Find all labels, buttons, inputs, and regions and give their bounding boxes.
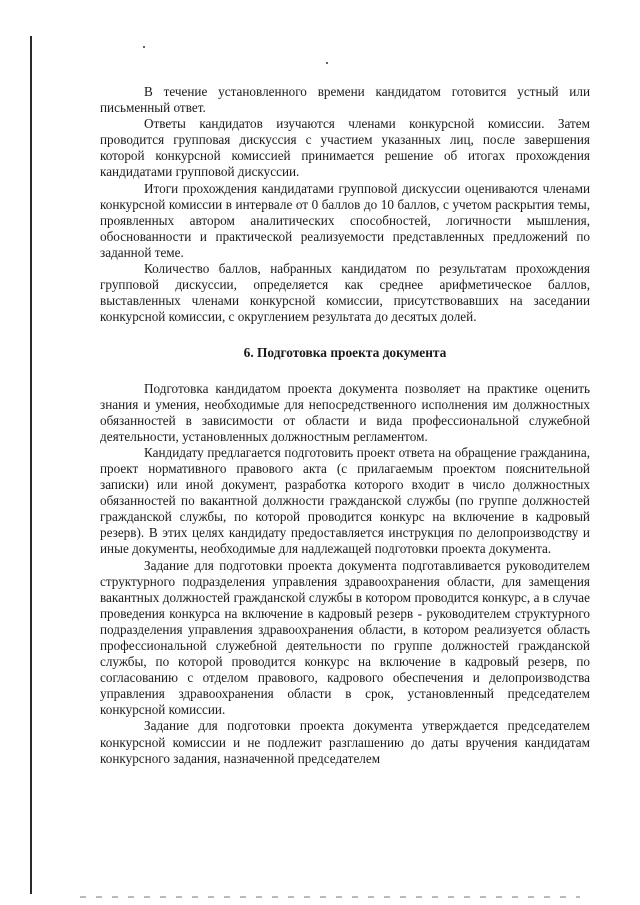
section-heading: 6. Подготовка проекта документа — [243, 345, 447, 361]
paragraph: Ответы кандидатов изучаются членами конкурсной комиссии. Затем проводится групповая дискуссия с участием указанных лиц, после завершения которой конкурсной комиссией принимается решение об итогах прохождения кандидатами групповой дискуссии. — [100, 116, 590, 180]
scan-speck — [143, 46, 145, 48]
document-page — [100, 84, 590, 767]
paragraph: Задание для подготовки проекта документа утверждается председателем конкурсной комиссии и не подлежит разглашению до даты вручения кандидатам конкурсного задания, назначенной председателем — [100, 718, 590, 766]
paragraph: Кандидату предлагается подготовить проект ответа на обращение гражданина, проект нормативного правового акта (с прилагаемым проектом пояснительной записки) или иной документ, разработка которого входит в число должностных обязанностей по вакантной должности гражданской службы (по группе должностей гражданской службы, по которой проводится конкурс на включение в кадровый резерв). В этих целях кандидату предоставляется инструкция по делопроизводству и иные документы, необходимые для надлежащей подготовки проекта документа. — [100, 444, 590, 557]
scan-left-edge-line — [30, 36, 32, 894]
paragraph: Подготовка кандидатом проекта документа позволяет на практике оценить знания и умения, необходимые для непосредственного исполнения им должностных обязанностей в зависимости от области и вида профессиональной служебной деятельности, установленных должностным регламентом. — [100, 380, 590, 444]
paragraph: Задание для подготовки проекта документа подготавливается руководителем структурного подразделения управления здравоохранения области, для замещения вакантных должностей гражданской службы в котором проводится конкурс, а в случае проведения конкурса на включение в кадровый резерв - руководителем структурного подразделения управления здравоохранения области, в котором реализуется область профессиональной служебной деятельности по группе должностей гражданской службы, по которой проводится конкурс на включение в кадровый резерв, по согласованию с отделом правового, кадрового обеспечения и делопроизводства управления здравоохранения области в срок, установленный председателем конкурсной комиссии. — [100, 557, 590, 718]
scan-footer-noise — [80, 896, 580, 898]
paragraph: В течение установленного времени кандидатом готовится устный или письменный ответ. — [100, 84, 590, 116]
scan-speck — [326, 62, 328, 64]
paragraph: Количество баллов, набранных кандидатом по результатам прохождения групповой дискуссии, определяется как среднее арифметическое баллов, выставленных членами конкурсной комиссии, присутствовавших на заседании конкурсной комиссии, с округлением результата до десятых долей. — [100, 261, 590, 325]
paragraph: Итоги прохождения кандидатами групповой дискуссии оцениваются членами конкурсной комиссии в интервале от 0 баллов до 10 баллов, с учетом раскрытия темы, проявленных автором аналитических способностей, логичности мышления, обоснованности и практической реализуемости представленных предложений по заданной теме. — [100, 180, 590, 260]
